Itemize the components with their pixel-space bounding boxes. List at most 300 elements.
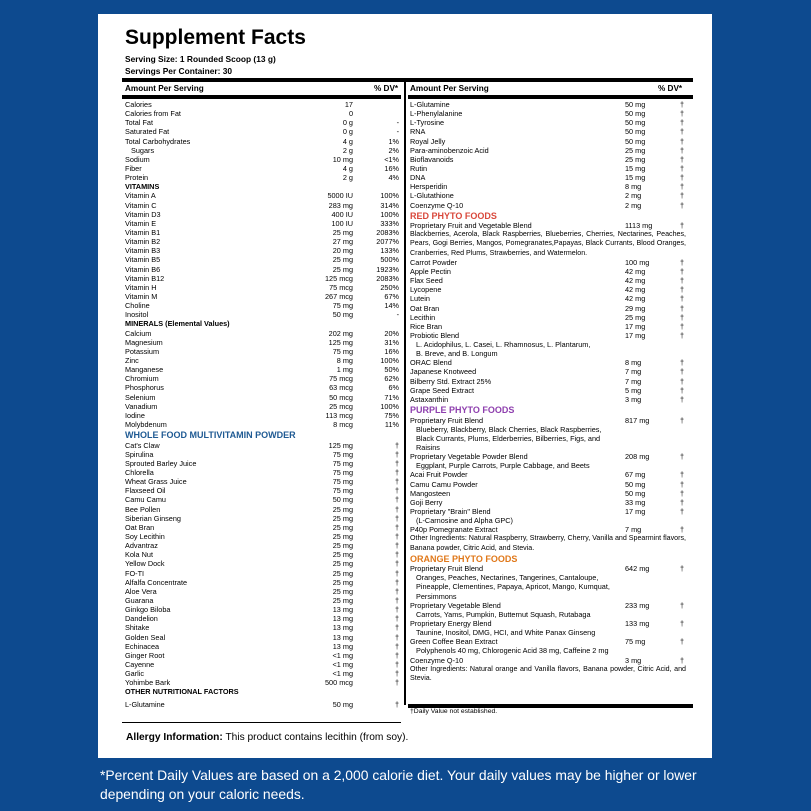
nutrient-amount: 50 mg bbox=[332, 495, 353, 505]
nutrient-amount: 50 mg bbox=[332, 699, 353, 709]
nutrient-row bbox=[125, 495, 399, 504]
nutrient-amount: 25 mg bbox=[332, 541, 353, 551]
nutrient-daily-value: † bbox=[394, 659, 399, 669]
nutrient-daily-value: † bbox=[679, 127, 684, 137]
nutrient-name: Advantraz bbox=[125, 541, 158, 551]
nutrient-row bbox=[410, 525, 686, 534]
nutrient-name: MINERALS (Elemental Values) bbox=[125, 319, 230, 329]
nutrient-daily-value: † bbox=[679, 452, 684, 462]
nutrient-name: FO-TI bbox=[125, 568, 145, 578]
nutrient-name: Vitamin B6 bbox=[125, 264, 161, 274]
nutrient-name: Camu Camu bbox=[125, 495, 166, 505]
nutrient-name: Magnesium bbox=[125, 337, 163, 347]
nutrient-daily-value: † bbox=[679, 182, 684, 192]
nutrient-row bbox=[410, 118, 686, 127]
nutrient-amount: 50 mg bbox=[625, 118, 646, 128]
nutrient-daily-value: † bbox=[679, 564, 684, 574]
ingredient-paragraph: Other Ingredients: Natural Raspberry, Strawberry, Cherry, Vanilla and Spearmint flavors, Banana powder, Citric Acid, and Stevia. bbox=[410, 534, 686, 552]
nutrient-row bbox=[410, 191, 686, 200]
nutrient-amount: 25 mg bbox=[332, 550, 353, 560]
nutrient-name: DNA bbox=[410, 173, 426, 183]
nutrient-row bbox=[125, 283, 399, 292]
nutrient-daily-value: 2% bbox=[388, 145, 399, 155]
nutrient-daily-value: † bbox=[679, 600, 684, 610]
nutrient-daily-value: † bbox=[394, 495, 399, 505]
nutrient-amount: 3 mg bbox=[625, 655, 642, 665]
nutrient-name: Vanadium bbox=[125, 401, 158, 411]
nutrient-name: Dandelion bbox=[125, 614, 158, 624]
nutrient-row bbox=[410, 182, 686, 191]
nutrient-daily-value: † bbox=[679, 394, 684, 404]
nutrient-daily-value: † bbox=[394, 650, 399, 660]
nutrient-amount: 75 mg bbox=[332, 346, 353, 356]
nutrient-daily-value: † bbox=[679, 221, 684, 231]
nutrient-row bbox=[125, 246, 399, 255]
nutrient-name: Vitamin E bbox=[125, 218, 157, 228]
nutrient-daily-value: † bbox=[679, 257, 684, 267]
nutrient-daily-value: † bbox=[679, 294, 684, 304]
nutrient-row bbox=[125, 559, 399, 568]
nutrient-amount: 75 mg bbox=[625, 637, 646, 647]
nutrient-row bbox=[125, 651, 399, 660]
nutrient-amount: <1 mg bbox=[332, 650, 353, 660]
nutrient-name: Bee Pollen bbox=[125, 504, 161, 514]
nutrient-name: Proprietary Vegetable Powder Blend bbox=[410, 452, 528, 462]
section-heading bbox=[410, 404, 686, 416]
nutrient-row bbox=[410, 294, 686, 303]
nutrient-daily-value: 100% bbox=[380, 401, 399, 411]
nutrient-amount: 10 mg bbox=[332, 154, 353, 164]
nutrient-name: Calories bbox=[125, 100, 152, 109]
nutrient-name: Rice Bran bbox=[410, 321, 443, 331]
nutrient-name: Vitamin B3 bbox=[125, 246, 161, 256]
nutrient-row bbox=[410, 646, 686, 655]
nutrient-row bbox=[125, 265, 399, 274]
nutrient-amount: 33 mg bbox=[625, 497, 646, 507]
nutrient-amount: 63 mcg bbox=[329, 383, 353, 393]
nutrient-row bbox=[410, 656, 686, 665]
nutrient-amount: 500 mcg bbox=[325, 678, 353, 688]
nutrient-amount: 25 mg bbox=[332, 559, 353, 569]
nutrient-row bbox=[125, 468, 399, 477]
nutrient-daily-value: † bbox=[679, 266, 684, 276]
nutrient-amount: 8 mg bbox=[625, 182, 642, 192]
nutrient-amount: 4 g bbox=[342, 136, 353, 146]
nutrient-name: ORAC Blend bbox=[410, 358, 452, 368]
section-heading bbox=[410, 210, 686, 222]
nutrient-name: Soy Lecithin bbox=[125, 531, 165, 541]
nutrient-name: L-Tyrosine bbox=[410, 118, 445, 128]
nutrient-name: Polyphenols 40 mg, Chlorogenic Acid 38 mg, Caffeine 2 mg bbox=[416, 646, 609, 656]
nutrient-name: Molybdenum bbox=[125, 419, 167, 429]
nutrient-amount: 25 mg bbox=[625, 312, 646, 322]
nutrient-daily-value: 1% bbox=[388, 136, 399, 146]
nutrient-daily-value: † bbox=[679, 367, 684, 377]
nutrient-row bbox=[125, 118, 399, 127]
nutrient-amount: 75 mg bbox=[332, 458, 353, 468]
nutrient-daily-value: 71% bbox=[384, 392, 399, 402]
nutrient-row bbox=[125, 587, 399, 596]
nutrient-name: Fiber bbox=[125, 163, 142, 173]
servings-per-container: Servings Per Container: 30 bbox=[125, 66, 233, 76]
nutrient-row bbox=[410, 377, 686, 386]
nutrient-name: Kola Nut bbox=[125, 550, 153, 560]
nutrient-row bbox=[125, 411, 399, 420]
nutrient-amount: 1 mg bbox=[336, 365, 353, 375]
serving-size: Serving Size: 1 Rounded Scoop (13 g) bbox=[125, 54, 276, 64]
nutrient-daily-value: † bbox=[679, 118, 684, 128]
nutrient-daily-value: 1923% bbox=[376, 264, 399, 274]
nutrient-daily-value: † bbox=[679, 173, 684, 183]
nutrient-name: Chlorella bbox=[125, 467, 154, 477]
nutrient-row bbox=[125, 100, 399, 109]
nutrient-row bbox=[410, 285, 686, 294]
nutrient-row bbox=[410, 573, 686, 582]
nutrient-amount: 1113 mg bbox=[625, 221, 653, 231]
nutrient-amount: 42 mg bbox=[625, 294, 646, 304]
nutrient-daily-value: - bbox=[396, 310, 399, 320]
nutrient-row bbox=[410, 164, 686, 173]
nutrient-row bbox=[125, 402, 399, 411]
nutrient-daily-value: 250% bbox=[380, 282, 399, 292]
nutrient-amount: 8 mcg bbox=[333, 419, 353, 429]
nutrient-row bbox=[125, 700, 399, 709]
section-heading bbox=[125, 429, 399, 441]
nutrient-name: Ginkgo Biloba bbox=[125, 605, 171, 615]
nutrient-name: Japanese Knotweed bbox=[410, 367, 477, 377]
nutrient-row bbox=[410, 498, 686, 507]
nutrient-name: L-Glutathione bbox=[410, 191, 454, 201]
nutrient-name: Lycopene bbox=[410, 285, 442, 295]
nutrient-name: Phosphorus bbox=[125, 383, 164, 393]
nutrient-name: Vitamin H bbox=[125, 282, 157, 292]
page-title: Supplement Facts bbox=[125, 26, 306, 49]
nutrient-daily-value: 14% bbox=[384, 301, 399, 311]
nutrient-daily-value: † bbox=[394, 559, 399, 569]
nutrient-daily-value: 100% bbox=[380, 209, 399, 219]
nutrient-row bbox=[125, 228, 399, 237]
nutrient-amount: 15 mg bbox=[625, 173, 646, 183]
nutrient-row bbox=[410, 416, 686, 425]
nutrient-row bbox=[125, 164, 399, 173]
nutrient-name: Vitamin C bbox=[125, 200, 157, 210]
nutrient-row bbox=[125, 541, 399, 550]
nutrient-amount: 25 mg bbox=[332, 255, 353, 265]
nutrient-name: Total Fat bbox=[125, 118, 153, 128]
nutrient-name: Pineapple, Clementines, Papaya, Apricot, Mango, Kumquat, bbox=[416, 582, 610, 592]
left-dv-header: % DV* bbox=[374, 84, 399, 93]
nutrient-name: Golden Seal bbox=[125, 632, 166, 642]
nutrient-name: Astaxanthin bbox=[410, 394, 449, 404]
nutrient-name: Camu Camu Powder bbox=[410, 479, 478, 489]
nutrient-name: Aloe Vera bbox=[125, 586, 157, 596]
nutrient-amount: 25 mg bbox=[332, 264, 353, 274]
nutrient-row bbox=[125, 678, 399, 687]
nutrient-amount: <1 mg bbox=[332, 669, 353, 679]
nutrient-name: Vitamin B5 bbox=[125, 255, 161, 265]
daily-value-note: †Daily Value not established. bbox=[410, 708, 498, 715]
nutrient-amount: 25 mg bbox=[332, 568, 353, 578]
nutrient-name: Apple Pectin bbox=[410, 266, 451, 276]
nutrient-daily-value: † bbox=[679, 285, 684, 295]
nutrient-row bbox=[410, 173, 686, 182]
nutrient-name: Vitamin A bbox=[125, 191, 156, 201]
nutrient-amount: 50 mcg bbox=[329, 392, 353, 402]
nutrient-daily-value: † bbox=[679, 637, 684, 647]
nutrient-amount: 42 mg bbox=[625, 276, 646, 286]
nutrient-amount: 400 IU bbox=[331, 209, 353, 219]
nutrient-amount: <1 mg bbox=[332, 659, 353, 669]
nutrient-name: Proprietary "Brain" Blend bbox=[410, 506, 491, 516]
nutrient-row bbox=[125, 173, 399, 182]
nutrient-name: Ginger Root bbox=[125, 650, 165, 660]
nutrient-name: Grape Seed Extract bbox=[410, 385, 475, 395]
nutrient-amount: 817 mg bbox=[625, 415, 650, 425]
nutrient-row bbox=[125, 420, 399, 429]
nutrient-name: Cat's Claw bbox=[125, 440, 160, 450]
nutrient-row bbox=[410, 610, 686, 619]
nutrient-daily-value: † bbox=[679, 497, 684, 507]
nutrient-name: Manganese bbox=[125, 365, 164, 375]
nutrient-daily-value: † bbox=[394, 699, 399, 709]
nutrient-daily-value: † bbox=[394, 678, 399, 688]
nutrient-row bbox=[410, 276, 686, 285]
nutrient-name: Black Currants, Plums, Elderberries, Bilberries, Figs, and bbox=[416, 433, 601, 443]
nutrient-name: Siberian Ginseng bbox=[125, 513, 181, 523]
nutrient-amount: 13 mg bbox=[332, 641, 353, 651]
nutrient-name: VITAMINS bbox=[125, 182, 160, 192]
nutrient-name: L. Acidophilus, L. Casei, L. Rhamnosus, L. Plantarum, bbox=[416, 340, 591, 350]
nutrient-row bbox=[410, 507, 686, 516]
nutrient-row bbox=[410, 470, 686, 479]
nutrient-name: Goji Berry bbox=[410, 497, 443, 507]
nutrient-daily-value: † bbox=[679, 109, 684, 119]
nutrient-row bbox=[125, 569, 399, 578]
nutrient-row bbox=[410, 443, 686, 452]
nutrient-amount: 42 mg bbox=[625, 285, 646, 295]
nutrient-row bbox=[125, 255, 399, 264]
nutrient-row bbox=[410, 313, 686, 322]
left-header-divider bbox=[122, 95, 401, 99]
nutrient-daily-value: † bbox=[394, 449, 399, 459]
nutrient-daily-value: † bbox=[394, 467, 399, 477]
nutrient-amount: 5 mg bbox=[625, 385, 642, 395]
nutrient-row bbox=[410, 582, 686, 591]
nutrient-daily-value: 100% bbox=[380, 355, 399, 365]
section-heading bbox=[410, 553, 686, 565]
nutrient-amount: 133 mg bbox=[625, 619, 650, 629]
nutrient-name: Bioflavanoids bbox=[410, 154, 454, 164]
nutrient-amount: 50 mg bbox=[625, 100, 646, 109]
nutrient-name: Hersperidin bbox=[410, 182, 448, 192]
nutrient-amount: 17 mg bbox=[625, 330, 646, 340]
nutrient-daily-value: † bbox=[679, 415, 684, 425]
nutrient-row bbox=[410, 109, 686, 118]
nutrient-row bbox=[410, 201, 686, 210]
nutrient-row bbox=[410, 516, 686, 525]
nutrient-daily-value: 333% bbox=[380, 218, 399, 228]
nutrient-daily-value: † bbox=[679, 470, 684, 480]
nutrient-name: L-Phenylalanine bbox=[410, 109, 463, 119]
nutrient-amount: 75 mcg bbox=[329, 374, 353, 384]
nutrient-daily-value: † bbox=[679, 312, 684, 322]
nutrient-amount: 75 mg bbox=[332, 301, 353, 311]
nutrient-name: L-Glutamine bbox=[125, 699, 165, 709]
nutrient-row bbox=[125, 441, 399, 450]
nutrient-name: Yohimbe Bark bbox=[125, 678, 171, 688]
nutrient-row bbox=[125, 459, 399, 468]
nutrient-amount: 267 mcg bbox=[325, 291, 353, 301]
nutrient-daily-value: † bbox=[679, 145, 684, 155]
nutrient-daily-value: † bbox=[679, 385, 684, 395]
nutrient-name: P40p Pomegranate Extract bbox=[410, 525, 498, 535]
nutrient-daily-value: † bbox=[394, 522, 399, 532]
nutrient-name: Carrot Powder bbox=[410, 257, 458, 267]
nutrient-daily-value: † bbox=[394, 477, 399, 487]
nutrient-name: Wheat Grass Juice bbox=[125, 477, 187, 487]
nutrient-amount: 25 mg bbox=[332, 577, 353, 587]
nutrient-row bbox=[125, 633, 399, 642]
nutrient-amount: 50 mg bbox=[625, 479, 646, 489]
nutrient-amount: 67 mg bbox=[625, 470, 646, 480]
nutrient-amount: 2 mg bbox=[625, 191, 642, 201]
nutrient-amount: 25 mg bbox=[332, 595, 353, 605]
nutrient-amount: 50 mg bbox=[625, 136, 646, 146]
nutrient-amount: 125 mcg bbox=[325, 273, 353, 283]
nutrient-name: Green Coffee Bean Extract bbox=[410, 637, 498, 647]
nutrient-name: Shitake bbox=[125, 623, 150, 633]
nutrient-amount: 125 mg bbox=[328, 440, 353, 450]
nutrient-row bbox=[125, 623, 399, 632]
nutrient-daily-value: † bbox=[679, 358, 684, 368]
nutrient-amount: 17 bbox=[344, 100, 353, 109]
nutrient-amount: 7 mg bbox=[625, 367, 642, 377]
nutrient-amount: 0 g bbox=[342, 118, 353, 128]
nutrient-row bbox=[125, 642, 399, 651]
nutrient-name: B. Breve, and B. Longum bbox=[416, 349, 498, 359]
nutrient-daily-value: 62% bbox=[384, 374, 399, 384]
nutrient-daily-value: † bbox=[394, 641, 399, 651]
nutrient-daily-value: † bbox=[394, 614, 399, 624]
nutrient-row bbox=[125, 237, 399, 246]
nutrient-row bbox=[125, 660, 399, 669]
nutrient-name: Vitamin B2 bbox=[125, 237, 161, 247]
nutrient-amount: 25 mg bbox=[332, 586, 353, 596]
nutrient-name: Zinc bbox=[125, 355, 139, 365]
nutrient-row bbox=[125, 301, 399, 310]
nutrient-name: Acai Fruit Powder bbox=[410, 470, 468, 480]
nutrient-row bbox=[125, 347, 399, 356]
nutrient-daily-value: † bbox=[394, 440, 399, 450]
nutrient-name: Rutin bbox=[410, 163, 428, 173]
nutrient-daily-value: <1% bbox=[384, 154, 399, 164]
nutrient-name: Proprietary Fruit and Vegetable Blend bbox=[410, 221, 532, 231]
nutrient-row bbox=[410, 322, 686, 331]
nutrient-row bbox=[125, 137, 399, 146]
nutrient-amount: 25 mg bbox=[625, 154, 646, 164]
nutrient-daily-value: † bbox=[679, 655, 684, 665]
left-bottom-divider bbox=[122, 722, 401, 723]
nutrient-row bbox=[125, 356, 399, 365]
nutrient-amount: 113 mcg bbox=[325, 410, 353, 420]
nutrient-row bbox=[410, 637, 686, 646]
nutrient-row bbox=[410, 480, 686, 489]
section-heading-label: ORANGE PHYTO FOODS bbox=[410, 553, 518, 564]
nutrient-daily-value: † bbox=[679, 303, 684, 313]
nutrient-row bbox=[125, 450, 399, 459]
nutrient-name: Spirulina bbox=[125, 449, 154, 459]
nutrient-amount: 75 mg bbox=[332, 449, 353, 459]
nutrient-amount: 233 mg bbox=[625, 600, 650, 610]
nutrient-row bbox=[410, 434, 686, 443]
right-amount-header: Amount Per Serving bbox=[410, 84, 489, 93]
nutrient-name: Probiotic Blend bbox=[410, 330, 460, 340]
nutrient-daily-value: † bbox=[679, 330, 684, 340]
section-heading-label: PURPLE PHYTO FOODS bbox=[410, 405, 515, 416]
nutrient-row bbox=[125, 486, 399, 495]
nutrient-amount: 25 mg bbox=[625, 145, 646, 155]
nutrient-amount: 2 mg bbox=[625, 200, 642, 210]
nutrient-daily-value: † bbox=[679, 200, 684, 210]
nutrient-name: Flax Seed bbox=[410, 276, 443, 286]
nutrient-daily-value: 4% bbox=[388, 173, 399, 183]
nutrient-row bbox=[125, 578, 399, 587]
nutrient-amount: 3 mg bbox=[625, 394, 642, 404]
nutrient-daily-value: 16% bbox=[384, 163, 399, 173]
nutrient-amount: 125 mg bbox=[328, 337, 353, 347]
nutrient-name: Proprietary Fruit Blend bbox=[410, 415, 483, 425]
nutrient-row bbox=[125, 210, 399, 219]
nutrient-name: Lutein bbox=[410, 294, 430, 304]
nutrient-daily-value: † bbox=[394, 513, 399, 523]
nutrient-daily-value: † bbox=[394, 623, 399, 633]
nutrient-name: Vitamin D3 bbox=[125, 209, 161, 219]
nutrient-row bbox=[410, 489, 686, 498]
nutrient-row bbox=[410, 395, 686, 404]
nutrient-amount: 50 mg bbox=[625, 488, 646, 498]
nutrient-daily-value: 20% bbox=[384, 328, 399, 338]
nutrient-amount: 27 mg bbox=[332, 237, 353, 247]
nutrient-amount: 13 mg bbox=[332, 605, 353, 615]
nutrient-name: Mangosteen bbox=[410, 488, 451, 498]
nutrient-amount: 13 mg bbox=[332, 614, 353, 624]
column-divider bbox=[404, 82, 406, 705]
nutrient-name: Taunine, Inositol, DMG, HCI, and White Panax Ginseng bbox=[416, 628, 596, 638]
nutrient-row bbox=[410, 331, 686, 340]
nutrient-daily-value: 500% bbox=[380, 255, 399, 265]
nutrient-amount: 29 mg bbox=[625, 303, 646, 313]
nutrient-row bbox=[125, 596, 399, 605]
nutrient-row bbox=[125, 146, 399, 155]
nutrient-daily-value: † bbox=[394, 458, 399, 468]
nutrient-amount: 15 mg bbox=[625, 163, 646, 173]
nutrient-daily-value: † bbox=[679, 376, 684, 386]
nutrient-name: Proprietary Vegetable Blend bbox=[410, 600, 501, 610]
nutrient-amount: 0 g bbox=[342, 127, 353, 137]
nutrient-name: Selenium bbox=[125, 392, 156, 402]
nutrient-daily-value: 67% bbox=[384, 291, 399, 301]
nutrient-row bbox=[125, 292, 399, 301]
nutrient-row bbox=[410, 358, 686, 367]
nutrient-name: Calories from Fat bbox=[125, 109, 181, 119]
nutrient-name: Choline bbox=[125, 301, 150, 311]
nutrient-row bbox=[125, 550, 399, 559]
nutrient-amount: 208 mg bbox=[625, 452, 650, 462]
nutrient-amount: 17 mg bbox=[625, 321, 646, 331]
nutrient-row bbox=[410, 100, 686, 109]
left-amount-header: Amount Per Serving bbox=[125, 84, 204, 93]
nutrient-row bbox=[410, 461, 686, 470]
